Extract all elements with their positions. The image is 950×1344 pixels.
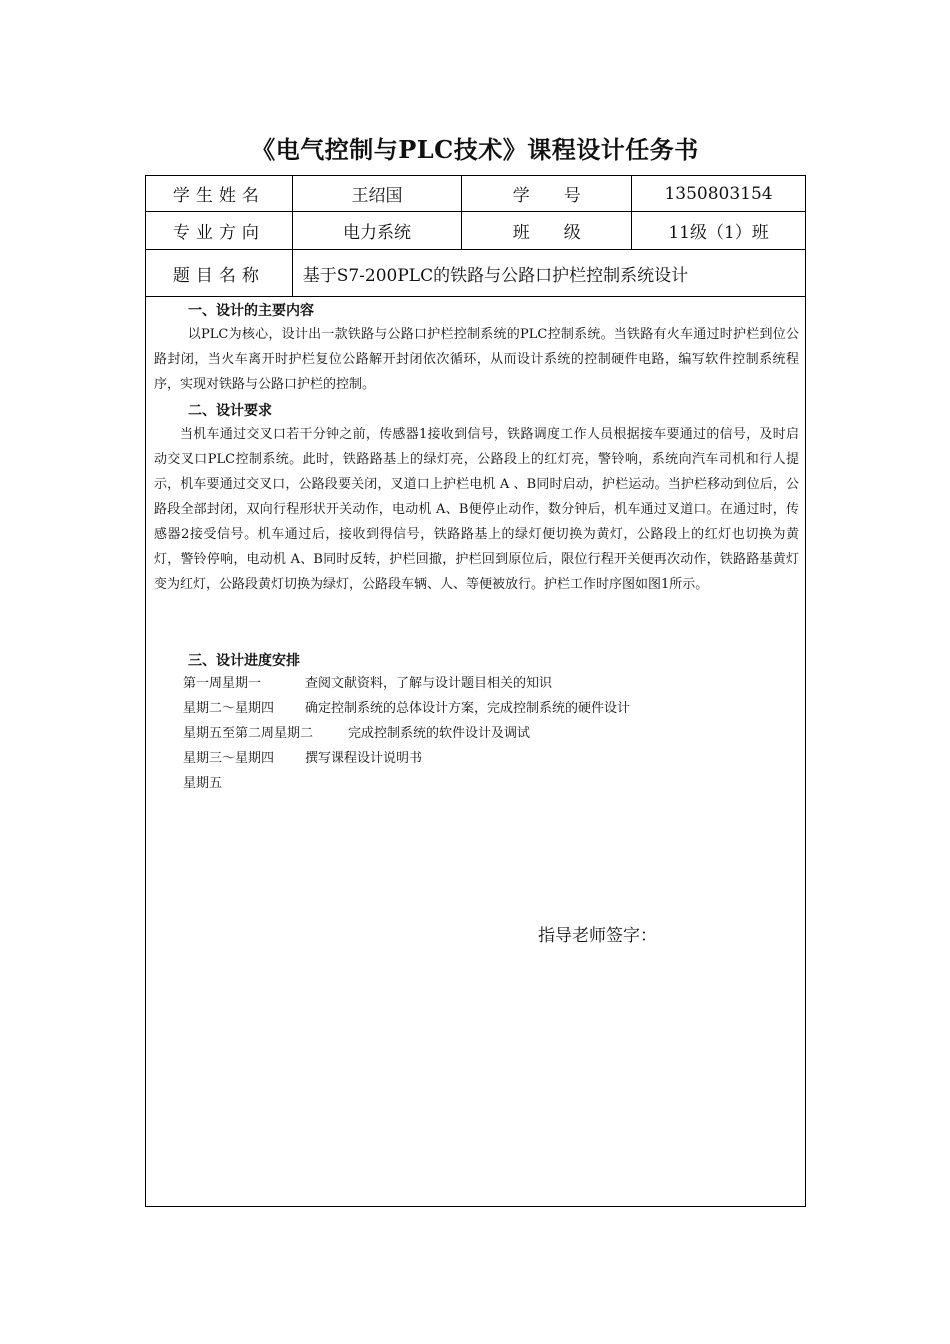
schedule-task: 撰写课程设计说明书 <box>305 751 423 766</box>
major-value: 电力系统 <box>292 212 462 250</box>
schedule-item <box>183 696 630 721</box>
schedule-time: 星期二～星期四 <box>183 701 275 716</box>
schedule-time: 星期三～星期四 <box>183 751 275 766</box>
student-name-label: 学生姓名 <box>146 176 293 212</box>
class-value: 11级（1）班 <box>632 212 806 250</box>
major-label: 专业方向 <box>146 212 293 250</box>
advisor-signature-label: 指导老师签字： <box>538 926 657 946</box>
topic-label: 题目名称 <box>146 250 293 297</box>
section-requirements-heading: 二、设计要求 <box>188 403 272 419</box>
section-requirements-body: 当机车通过交叉口若干分钟之前，传感器1接收到信号，铁路调度工作人员根据接车要通过的信号，及时启动交叉口PLC控制系统。此时，铁路路基上的绿灯亮，公路段上的红灯亮，警铃响，系统向汽车司机和行人提示，机车要通过交叉口，公路段要关闭，叉道口上护栏电机 A 、B同时启动，护栏运动。当护栏移动到位后，公路段全部封闭，双向行程形状开关动作，电动机 A、B便停止动作，数分钟后，机车通过叉道口。在通过时，传感器2接受信号。机车通过后，接收到得信号，铁路路基上的绿灯便切换为黄灯，公路段上的红灯也切换为黄灯，警铃停响，电动机 A、B同时反转，护栏回撤，护栏回到原位后，限位行程开关便再次动作，铁路路基黄灯变为红灯，公路段黄灯切换为绿灯，公路段车辆、人、等便被放行。护栏工作时序图如图1所示。 <box>154 427 799 592</box>
section-main-content-heading: 一、设计的主要内容 <box>188 303 314 319</box>
schedule-item <box>183 771 630 796</box>
student-id-value: 1350803154 <box>632 176 806 212</box>
section-schedule-heading: 三、设计进度安排 <box>188 653 300 669</box>
schedule-time: 星期五 <box>183 776 223 791</box>
class-label: 班 级 <box>462 212 632 250</box>
schedule-list <box>183 671 630 796</box>
schedule-item <box>183 671 630 696</box>
schedule-task: 查阅文献资料，了解与设计题目相关的知识 <box>305 676 553 691</box>
student-name-value: 王绍国 <box>292 176 462 212</box>
schedule-time: 第一周星期一 <box>183 676 262 691</box>
page-title: 《电气控制与PLC技术》课程设计任务书 <box>251 135 699 164</box>
schedule-task: 确定控制系统的总体设计方案，完成控制系统的硬件设计 <box>305 701 631 716</box>
schedule-item <box>183 746 630 771</box>
schedule-task: 完成控制系统的软件设计及调试 <box>348 726 531 741</box>
task-form <box>145 175 806 1207</box>
schedule-item <box>183 721 630 746</box>
topic-value: 基于S7-200PLC的铁路与公路口护栏控制系统设计 <box>292 250 805 297</box>
schedule-time: 星期五至第二周星期二 <box>183 726 314 741</box>
info-table <box>145 175 806 297</box>
student-id-label: 学 号 <box>462 176 632 212</box>
section-main-content-body: 以PLC为核心，设计出一款铁路与公路口护栏控制系统的PLC控制系统。当铁路有火车通过时护栏到位公路封闭，当火车离开时护栏复位公路解开封闭依次循环，从而设计系统的控制硬件电路，编写软件控制系统程序，实现对铁路与公路口护栏的控制。 <box>154 327 799 392</box>
